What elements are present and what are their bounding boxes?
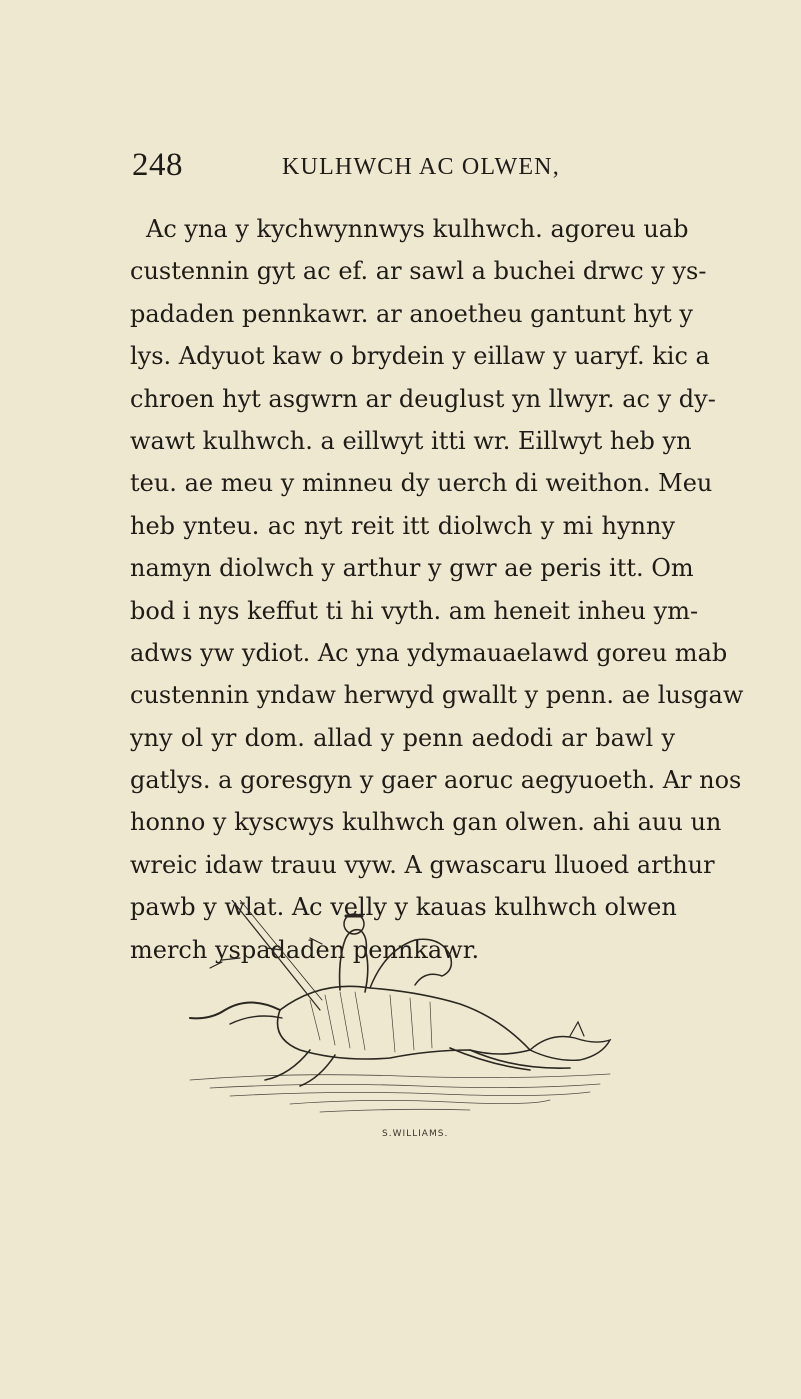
text-line: bod i nys keffut ti hi vyth. am heneit inheu ym- <box>130 596 699 625</box>
page-header <box>132 147 672 183</box>
text-line: yny ol yr dom. allad y penn aedodi ar bawl y <box>130 723 675 752</box>
text-line: adws yw ydiot. Ac yna ydymauaelawd goreu mab <box>130 638 728 667</box>
text-line: chroen hyt asgwrn ar deuglust yn llwyr. ac y dy- <box>130 384 716 413</box>
text-line: pawb y wlat. Ac velly y kauas kulhwch olwen <box>130 893 677 922</box>
text-line: teu. ae meu y minneu dy uerch di weithon. Meu <box>130 469 713 498</box>
text-line: wreic idaw trauu vyw. A gwascaru lluoed arthur <box>130 850 715 879</box>
horse-rider-engraving <box>170 900 630 1140</box>
text-line: padaden pennkawr. ar anoetheu gantunt hyt y <box>130 299 693 328</box>
text-line: namyn diolwch y arthur y gwr ae peris itt. Om <box>130 554 694 583</box>
page-number: 248 <box>132 147 183 183</box>
text-line: custennin gyt ac ef. ar sawl a buchei drwc y ys- <box>130 257 707 286</box>
text-line-last: merch yspadaden pennkawr. <box>130 935 480 964</box>
engraver-signature: S.WILLIAMS. <box>382 1129 449 1139</box>
body-text <box>130 208 744 971</box>
running-title: KULHWCH AC OLWEN, <box>282 154 560 180</box>
text-line: gatlys. a goresgyn y gaer aoruc aegyuoeth. Ar nos <box>130 766 742 795</box>
text-line: heb ynteu. ac nyt reit itt diolwch y mi hynny <box>130 511 675 540</box>
text-line: custennin yndaw herwyd gwallt y penn. ae lusgaw <box>130 681 744 710</box>
text-line: Ac yna y kychwynnwys kulhwch. agoreu uab <box>146 215 689 243</box>
text-line: lys. Adyuot kaw o brydein y eillaw y uaryf. kic a <box>130 342 710 371</box>
text-line: wawt kulhwch. a eillwyt itti wr. Eillwyt heb yn <box>130 426 692 455</box>
text-line: honno y kyscwys kulhwch gan olwen. ahi auu un <box>130 808 722 837</box>
